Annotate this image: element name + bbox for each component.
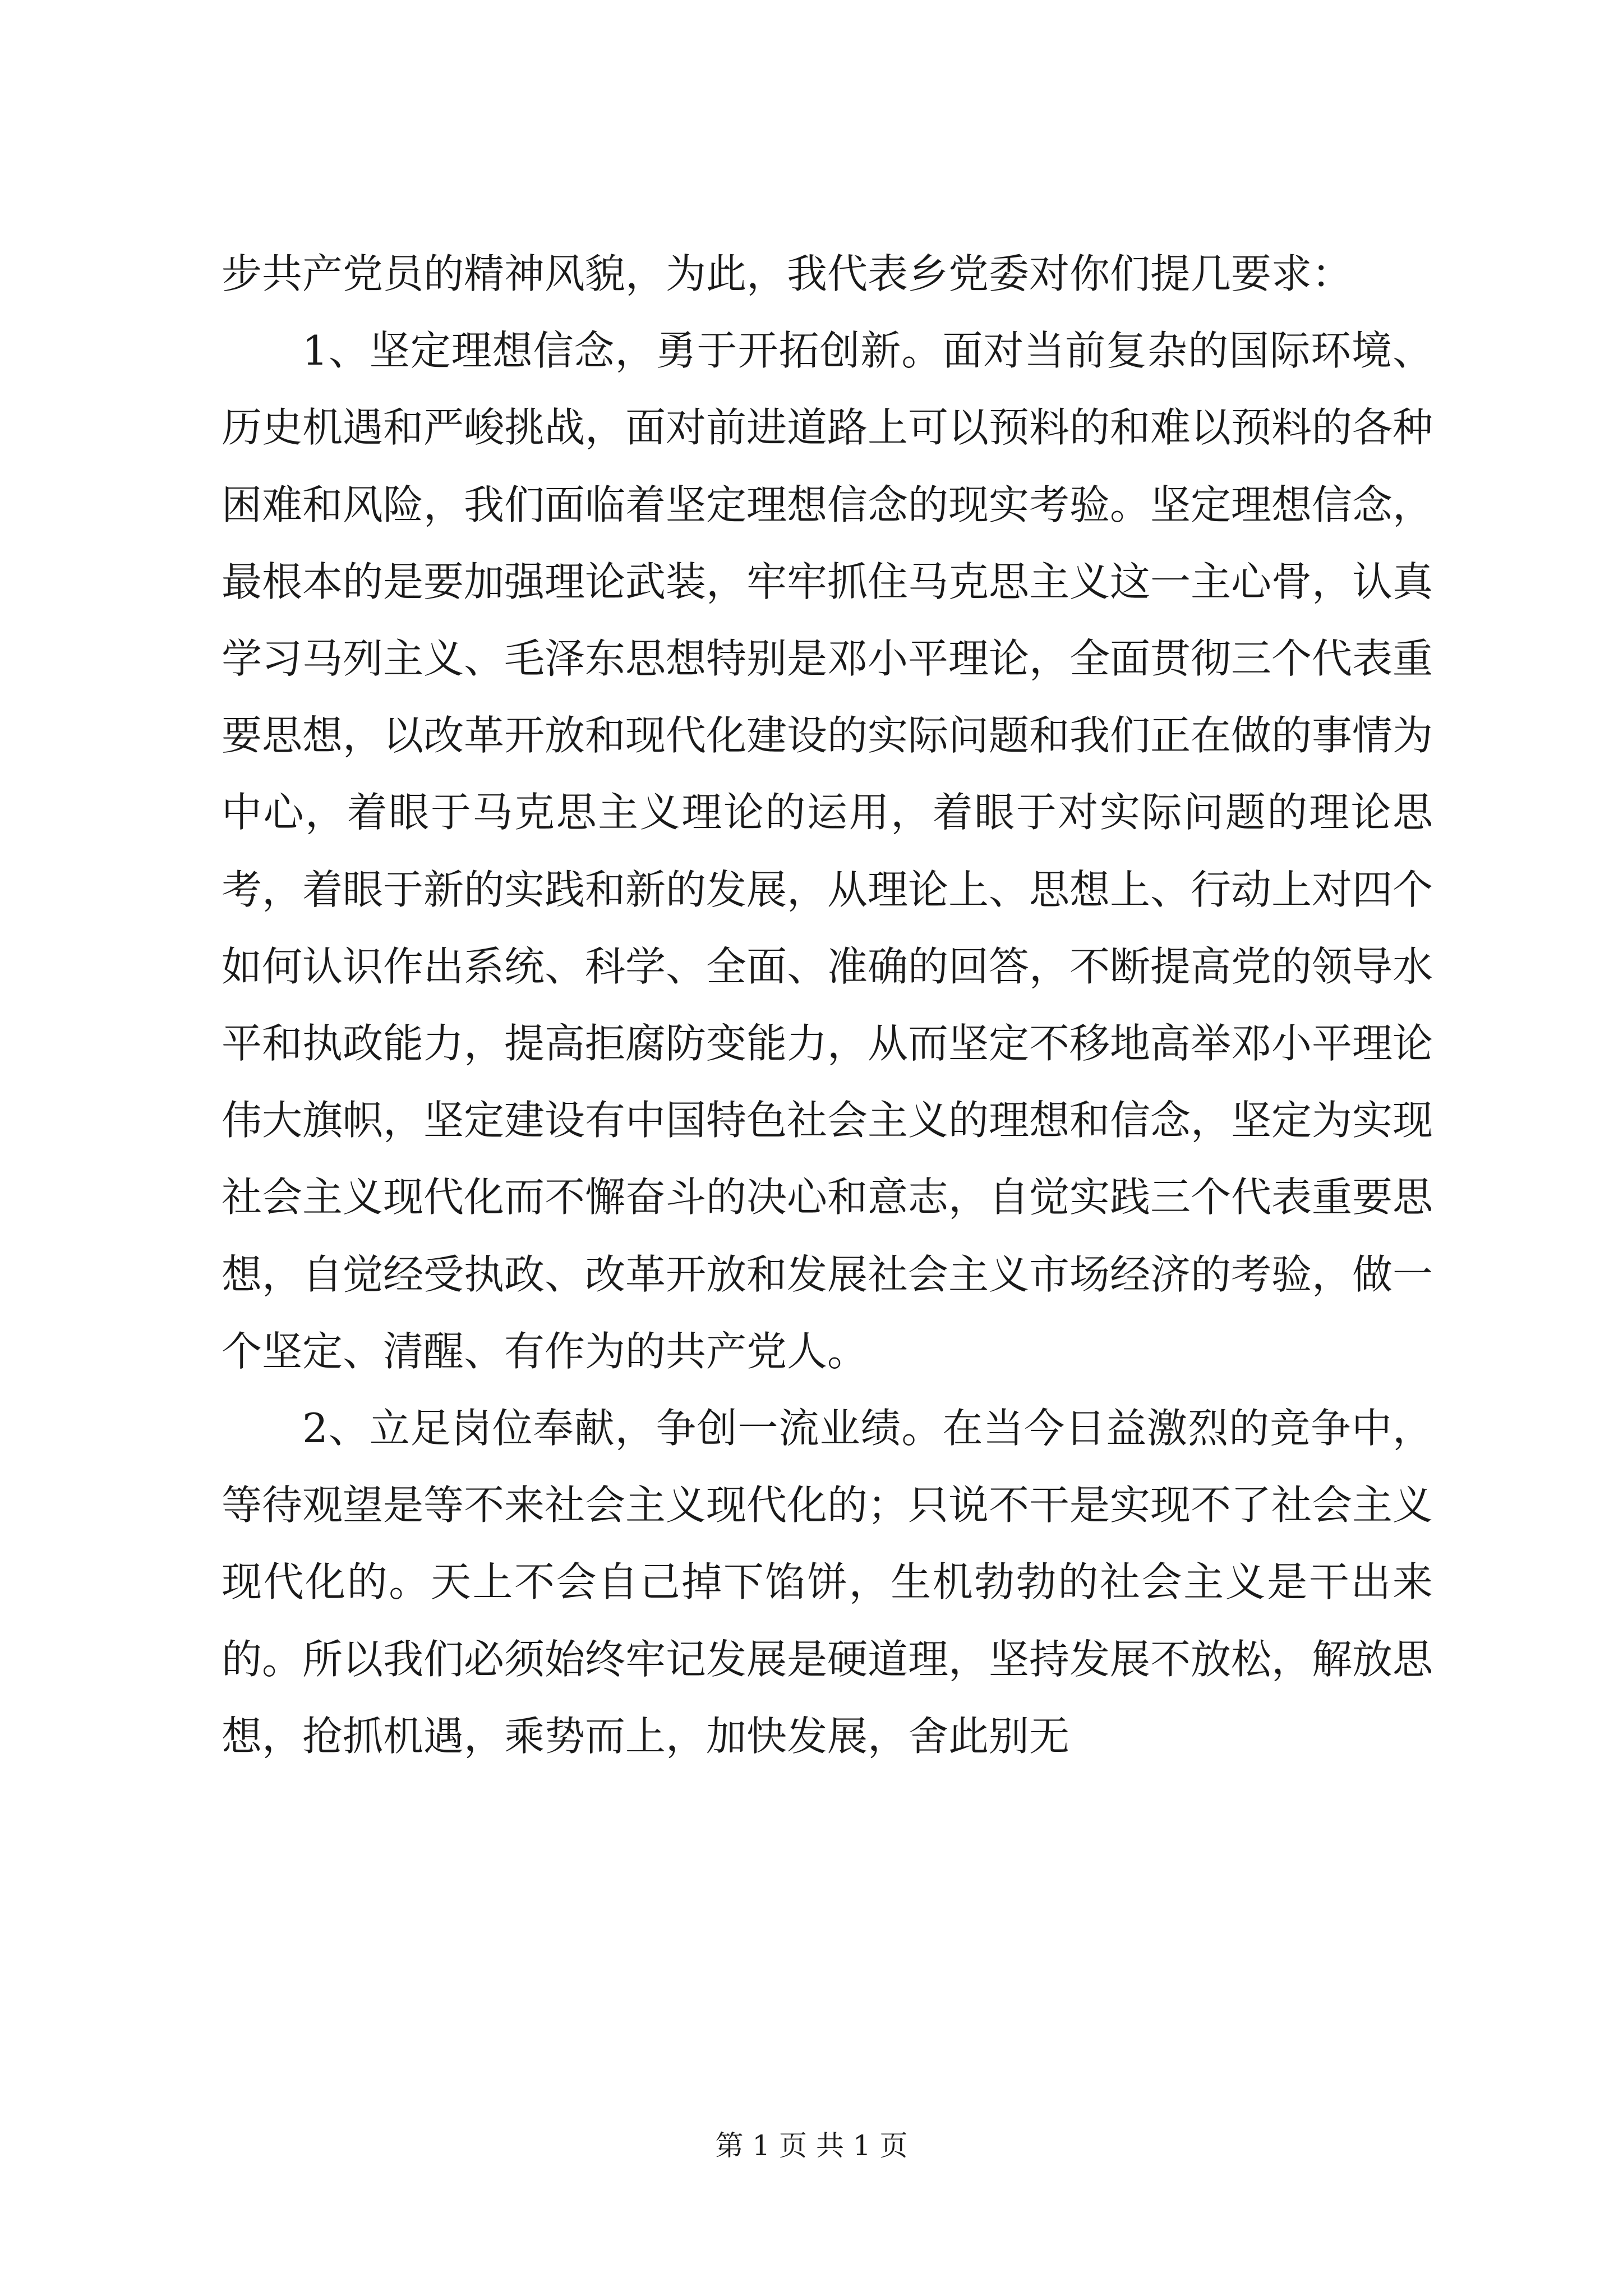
document-body [222,236,1433,1775]
paragraph-0: 步共产党员的精神风貌，为此，我代表乡党委对你们提几要求： [222,250,1353,297]
page-footer: 第 1 页 共 1 页 [715,2129,908,2162]
paragraph-1: 1、坚定理想信念，勇于开拓创新。面对当前复杂的国际环境、历史机遇和严峻挑战，面对前进道路上可以预料的和难以预料的各种困难和风险，我们面临着坚定理想信念的现实考验。坚定理想信念，最根本的是要加强理论武装，牢牢抓住马克思主义这一主心骨，认真学习马列主义、毛泽东思想特别是邓小平理论，全面贯彻三个代表重要思想，以改革开放和现代化建设的实际问题和我们正在做的事情为中心，着眼于马克思主义理论的运用，着眼于对实际问题的理论思考，着眼于新的实践和新的发展，从理论上、思想上、行动上对四个如何认识作出系统、科学、全面、准确的回答，不断提高党的领导水平和执政能力，提高拒腐防变能力，从而坚定不移地高举邓小平理论伟大旗帜，坚定建设有中国特色社会主义的理想和信念，坚定为实现社会主义现代化而不懈奋斗的决心和意志，自觉实践三个代表重要思想，自觉经受执政、改革开放和发展社会主义市场经济的考验，做一个坚定、清醒、有作为的共产党人。 [222,327,1433,1375]
paragraph-2: 2、立足岗位奉献，争创一流业绩。在当今日益激烈的竞争中，等待观望是等不来社会主义现代化的；只说不干是实现不了社会主义现代化的。天上不会自己掉下馅饼，生机勃勃的社会主义是干出来的。所以我们必须始终牢记发展是硬道理，坚持发展不放松，解放思想，抢抓机遇，乘势而上，加快发展，舍此别无 [222,1405,1433,1760]
